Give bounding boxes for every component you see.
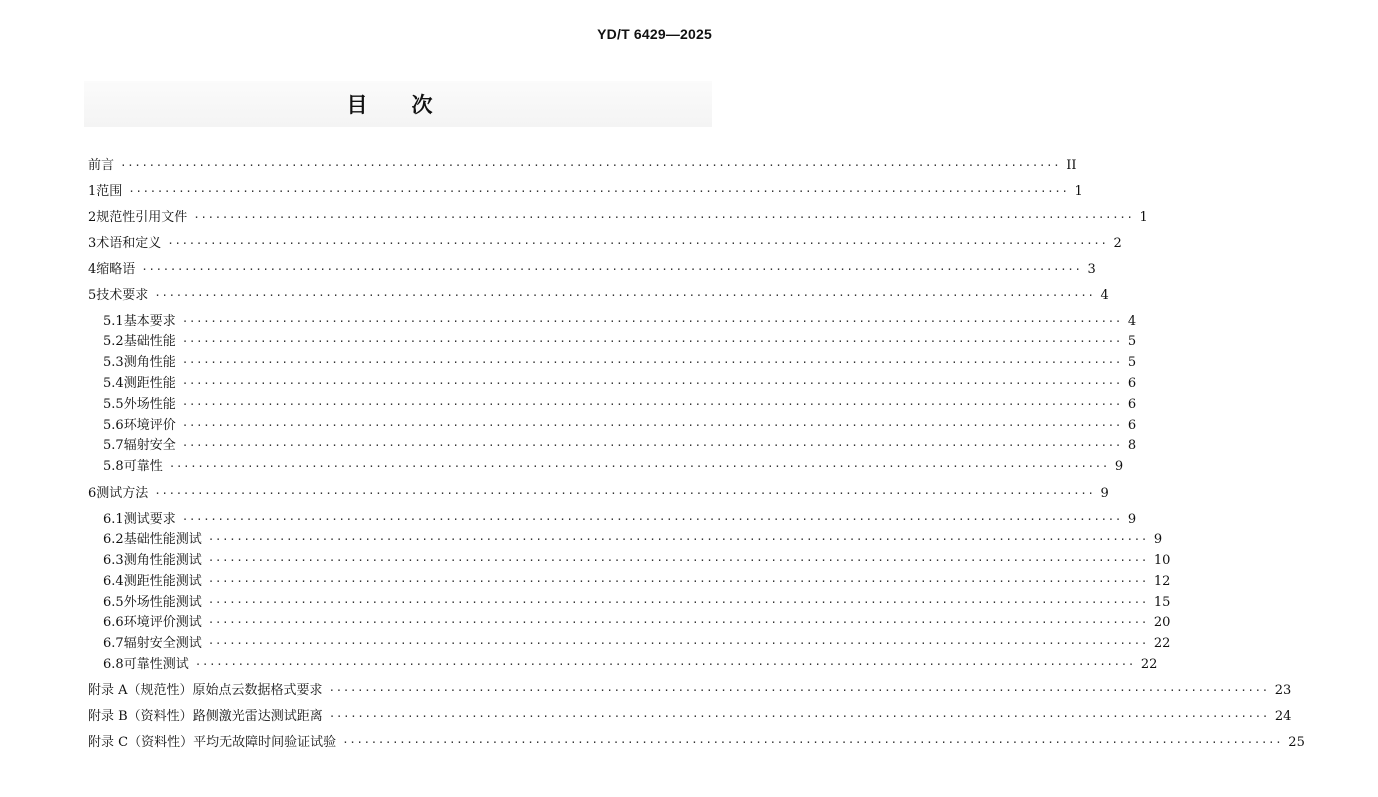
dot-leader: ···································································································································· xyxy=(181,513,1122,526)
toc-entry-page: 6 xyxy=(1127,418,1137,433)
dot-leader: ···································································································································· xyxy=(181,439,1122,452)
toc-entry-page: 22 xyxy=(1140,657,1158,672)
toc-entry-label: 辐射安全测试 xyxy=(123,636,202,651)
toc-entry-3[interactable] xyxy=(0,235,1122,253)
toc-entry-number: 6 xyxy=(88,486,97,501)
dot-leader: ···································································································································· xyxy=(181,356,1122,369)
dot-leader: ···································································································································· xyxy=(207,616,1148,629)
toc-entry-page: 4 xyxy=(1127,314,1137,329)
toc-entry-foreword[interactable] xyxy=(0,157,1077,175)
toc-entry-number: 5.3 xyxy=(103,355,124,370)
toc-entry-6-7[interactable] xyxy=(0,635,1171,653)
dot-leader: ···································································································································· xyxy=(141,263,1082,276)
toc-entry-page: 25 xyxy=(1288,735,1305,750)
dot-leader: ···································································································································· xyxy=(168,460,1109,473)
toc-entry-label: 基础性能 xyxy=(123,334,176,349)
toc-entry-number: 5.8 xyxy=(103,459,124,474)
toc-entry-label: 范围 xyxy=(96,184,123,199)
toc-entry-label: 测试方法 xyxy=(96,486,149,501)
toc-entry-page: II xyxy=(1066,158,1077,173)
toc-entry-page: 5 xyxy=(1127,334,1137,349)
dot-leader: ···································································································································· xyxy=(181,335,1122,348)
document-code: YD/T 6429—2025 xyxy=(597,26,712,42)
toc-entry-label: 环境评价 xyxy=(123,418,176,433)
toc-entry-page: 20 xyxy=(1153,615,1171,630)
dot-leader: ···································································································································· xyxy=(207,533,1148,546)
toc-title: 目次 xyxy=(346,93,477,117)
toc-entry-label: 路侧激光雷达测试距离 xyxy=(192,709,323,724)
toc-entry-number: 5.2 xyxy=(103,334,124,349)
toc-entry-page: 6 xyxy=(1127,397,1137,412)
toc-entry-number: 6.5 xyxy=(103,595,124,610)
toc-entry-page: 9 xyxy=(1127,512,1137,527)
toc-entry-5-5[interactable] xyxy=(0,396,1137,414)
dot-leader: ···································································································································· xyxy=(167,237,1108,250)
toc-entry-label: 环境评价测试 xyxy=(123,615,202,630)
dot-leader: ···································································································································· xyxy=(120,159,1061,172)
toc-entry-5-3[interactable] xyxy=(0,354,1137,372)
toc-entry-page: 1 xyxy=(1139,210,1148,225)
toc-entry-label: 测角性能测试 xyxy=(123,553,202,568)
toc-entry-6-6[interactable] xyxy=(0,614,1171,632)
toc-entry-appendix-c[interactable] xyxy=(0,734,1305,752)
toc-entry-page: 6 xyxy=(1127,376,1137,391)
toc-entry-number: 附录 A（规范性） xyxy=(88,683,193,698)
dot-leader: ···································································································································· xyxy=(194,658,1135,671)
toc-entry-number: 6.3 xyxy=(103,553,124,568)
toc-entry-5[interactable] xyxy=(0,287,1109,305)
toc-entry-page: 22 xyxy=(1153,636,1171,651)
toc-entry-label: 测试要求 xyxy=(123,512,176,527)
dot-leader: ···································································································································· xyxy=(328,684,1269,697)
toc-entry-6-1[interactable] xyxy=(0,511,1137,529)
toc-entry-5-8[interactable] xyxy=(0,458,1124,476)
toc-entry-page: 9 xyxy=(1100,486,1109,501)
toc-entry-number: 2 xyxy=(88,210,97,225)
toc-entry-number: 6.7 xyxy=(103,636,124,651)
toc-entry-label: 前言 xyxy=(88,158,115,173)
toc-entry-label: 辐射安全 xyxy=(123,438,176,453)
dot-leader: ···································································································································· xyxy=(207,575,1148,588)
toc-entry-6-2[interactable] xyxy=(0,531,1163,549)
toc-entry-page: 9 xyxy=(1114,459,1124,474)
toc-entry-label: 外场性能测试 xyxy=(123,595,202,610)
toc-entry-page: 4 xyxy=(1100,288,1109,303)
dot-leader: ···································································································································· xyxy=(207,554,1148,567)
toc-entry-number: 5.5 xyxy=(103,397,124,412)
toc-entry-appendix-b[interactable] xyxy=(0,708,1292,726)
toc-entry-number: 附录 B（资料性） xyxy=(88,709,193,724)
dot-leader: ···································································································································· xyxy=(181,398,1122,411)
toc-entry-1[interactable] xyxy=(0,183,1083,201)
dot-leader: ···································································································································· xyxy=(154,289,1095,302)
toc-entry-number: 附录 C（资料性） xyxy=(88,735,194,750)
toc-entry-6-8[interactable] xyxy=(0,656,1158,674)
toc-entry-5-4[interactable] xyxy=(0,375,1137,393)
toc-entry-number: 6.8 xyxy=(103,657,124,672)
toc-entry-page: 24 xyxy=(1274,709,1292,724)
dot-leader: ···································································································································· xyxy=(342,736,1283,749)
dot-leader: ···································································································································· xyxy=(207,596,1148,609)
toc-entry-number: 3 xyxy=(88,236,97,251)
toc-entry-label: 测角性能 xyxy=(123,355,176,370)
toc-entry-5-7[interactable] xyxy=(0,437,1137,455)
toc-entry-number: 5.7 xyxy=(103,438,124,453)
dot-leader: ···································································································································· xyxy=(181,377,1122,390)
dot-leader: ···································································································································· xyxy=(154,487,1095,500)
toc-entry-label: 基础性能测试 xyxy=(123,532,202,547)
toc-entry-label: 术语和定义 xyxy=(96,236,162,251)
toc-entry-5-2[interactable] xyxy=(0,333,1137,351)
toc-entry-page: 23 xyxy=(1274,683,1292,698)
toc-entry-label: 可靠性 xyxy=(123,459,163,474)
toc-entry-6-4[interactable] xyxy=(0,573,1171,591)
toc-entry-5-6[interactable] xyxy=(0,417,1137,435)
toc-entry-label: 可靠性测试 xyxy=(123,657,189,672)
toc-entry-4[interactable] xyxy=(0,261,1096,279)
dot-leader: ···································································································································· xyxy=(128,185,1069,198)
toc-entry-number: 5.1 xyxy=(103,314,124,329)
toc-entry-number: 6.1 xyxy=(103,512,124,527)
toc-entry-label: 基本要求 xyxy=(123,314,176,329)
toc-entry-page: 2 xyxy=(1113,236,1122,251)
dot-leader: ···································································································································· xyxy=(328,710,1269,723)
toc-entry-page: 12 xyxy=(1153,574,1171,589)
toc-entry-number: 5.4 xyxy=(103,376,124,391)
toc-entry-label: 外场性能 xyxy=(123,397,176,412)
toc-entry-2[interactable] xyxy=(0,209,1148,227)
toc-entry-page: 5 xyxy=(1127,355,1137,370)
dot-leader: ···································································································································· xyxy=(181,315,1122,328)
toc-entry-page: 10 xyxy=(1153,553,1171,568)
toc-entry-number: 4 xyxy=(88,262,97,277)
toc-entry-label: 测距性能 xyxy=(123,376,176,391)
toc-entry-page: 3 xyxy=(1087,262,1096,277)
toc-entry-number: 1 xyxy=(88,184,97,199)
toc-entry-page: 15 xyxy=(1153,595,1171,610)
toc-entry-5-1[interactable] xyxy=(0,313,1137,331)
toc-entry-label: 平均无故障时间验证试验 xyxy=(193,735,337,750)
toc-entry-number: 5 xyxy=(88,288,97,303)
toc-entry-6-3[interactable] xyxy=(0,552,1171,570)
dot-leader: ···································································································································· xyxy=(193,211,1134,224)
toc-entry-number: 6.4 xyxy=(103,574,124,589)
toc-entry-number: 6.2 xyxy=(103,532,124,547)
toc-entry-page: 1 xyxy=(1074,184,1083,199)
toc-entry-number: 5.6 xyxy=(103,418,124,433)
dot-leader: ···································································································································· xyxy=(181,419,1122,432)
toc-entry-appendix-a[interactable] xyxy=(0,682,1292,700)
toc-entry-label: 原始点云数据格式要求 xyxy=(192,683,323,698)
toc-entry-number: 6.6 xyxy=(103,615,124,630)
toc-entry-page: 9 xyxy=(1153,532,1163,547)
toc-entry-label: 技术要求 xyxy=(96,288,149,303)
toc-entry-label: 测距性能测试 xyxy=(123,574,202,589)
toc-entry-6-5[interactable] xyxy=(0,594,1171,612)
toc-entry-label: 规范性引用文件 xyxy=(96,210,188,225)
toc-entry-page: 8 xyxy=(1127,438,1137,453)
toc-entry-label: 缩略语 xyxy=(96,262,136,277)
dot-leader: ···································································································································· xyxy=(207,637,1148,650)
toc-entry-6[interactable] xyxy=(0,485,1109,503)
